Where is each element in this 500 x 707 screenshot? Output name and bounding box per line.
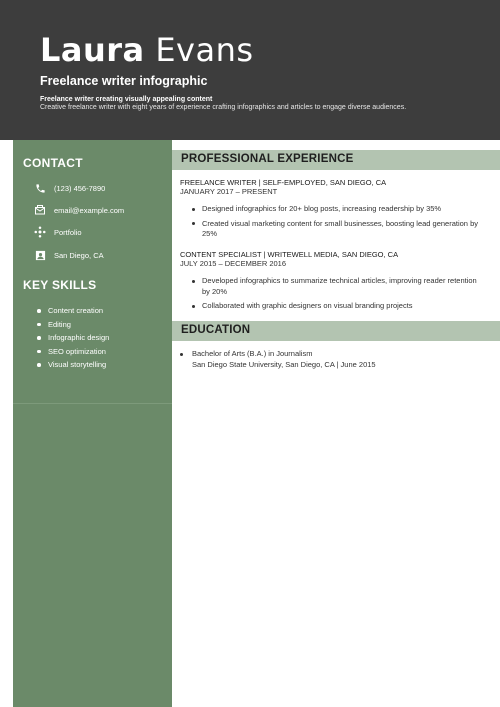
contact-phone[interactable] (33, 180, 105, 196)
contact-text: San Diego, CA (54, 250, 104, 260)
resume-headline: Freelance writer infographic (40, 74, 208, 88)
education-entry (180, 349, 480, 370)
job-title: CONTENT SPECIALIST | WRITEWELL MEDIA, SAN DIEGO, CA (180, 250, 399, 259)
job-bullet: Created visual marketing content for small businesses, boosting lead generation by 25% (192, 219, 482, 240)
job-bullets (192, 204, 482, 244)
skill-item: Content creation (37, 304, 109, 318)
contact-heading: CONTACT (23, 156, 83, 170)
skill-item: Editing (37, 318, 109, 332)
phone-icon (33, 181, 47, 195)
education-heading: EDUCATION (181, 324, 251, 336)
education-school: San Diego State University, San Diego, CA | June 2015 (192, 359, 376, 369)
skill-item: SEO optimization (37, 345, 109, 359)
experience-heading-bar (172, 150, 500, 170)
job-dates: JULY 2015 – DECEMBER 2016 (180, 259, 287, 268)
last-name: Evans (155, 31, 254, 69)
education-heading-bar (172, 321, 500, 341)
job-bullet: Developed infographics to summarize technical articles, improving reader retention by 20% (192, 276, 482, 297)
job-bullet: Collaborated with graphic designers on visual branding projects (192, 301, 482, 312)
contact-text: email@example.com (54, 205, 125, 215)
sidebar-divider (13, 403, 172, 404)
sidebar (13, 140, 172, 707)
job-bullet: Designed infographics for 20+ blog posts, increasing readership by 35% (192, 204, 482, 215)
job-bullets (192, 276, 482, 316)
candidate-name (40, 30, 254, 70)
skills-list (37, 304, 109, 372)
skill-item: Visual storytelling (37, 358, 109, 372)
first-name: Laura (40, 31, 145, 69)
resume-summary: Creative freelance writer with eight years of experience crafting infographics and articles to engage diverse audiences. (40, 104, 407, 111)
contact-location (33, 247, 104, 263)
resume-tagline: Freelance writer creating visually appealing content (40, 96, 213, 103)
contact-portfolio[interactable] (33, 224, 82, 240)
email-icon (33, 203, 47, 217)
skills-heading: KEY SKILLS (23, 278, 97, 292)
job-dates: JANUARY 2017 – PRESENT (180, 187, 278, 196)
job-title: FREELANCE WRITER | SELF-EMPLOYED, SAN DIEGO, CA (180, 178, 387, 187)
education-degree: Bachelor of Arts (B.A.) in Journalism (180, 349, 480, 360)
contact-text: (123) 456-7890 (54, 183, 106, 193)
contact-text: Portfolio (54, 227, 82, 237)
location-icon (33, 248, 47, 262)
experience-heading: PROFESSIONAL EXPERIENCE (181, 153, 354, 165)
contact-email[interactable] (33, 202, 124, 218)
portfolio-icon (33, 225, 47, 239)
resume-header (0, 0, 500, 140)
skill-item: Infographic design (37, 331, 109, 345)
